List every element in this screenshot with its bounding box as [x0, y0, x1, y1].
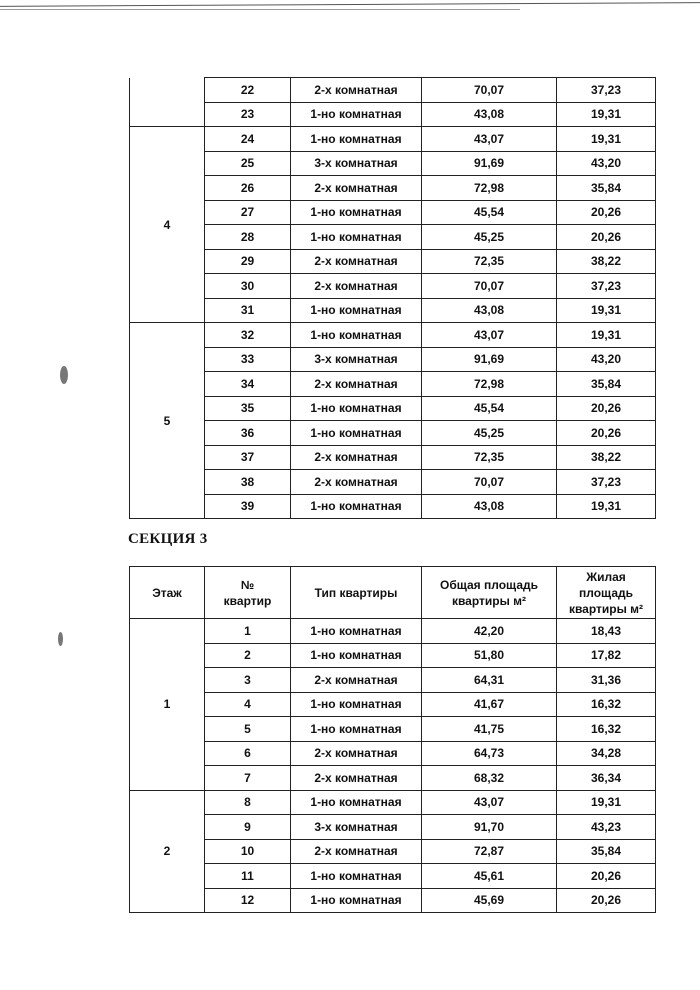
table-row: [130, 766, 656, 791]
living-area-cell: 31,36: [557, 668, 656, 693]
table-row: [130, 470, 656, 495]
floor-cell: 4: [130, 127, 205, 323]
header-living-area: Жилая площадь квартиры м²: [557, 567, 656, 619]
apartment-type-cell: 1-но комнатная: [291, 225, 422, 250]
table-row: [130, 888, 656, 913]
living-area-cell: 20,26: [557, 396, 656, 421]
apartment-number-cell: 22: [205, 78, 291, 103]
punch-hole-mark: [60, 366, 68, 384]
apartment-number-cell: 6: [205, 741, 291, 766]
living-area-cell: 20,26: [557, 888, 656, 913]
total-area-cell: 41,75: [422, 717, 557, 742]
apartment-number-cell: 26: [205, 176, 291, 201]
living-area-cell: 43,23: [557, 815, 656, 840]
scan-edge-line: [0, 2, 700, 7]
total-area-cell: 42,20: [422, 619, 557, 644]
living-area-cell: 19,31: [557, 494, 656, 519]
apartment-number-cell: 32: [205, 323, 291, 348]
apartment-type-cell: 1-но комнатная: [291, 692, 422, 717]
apartment-type-cell: 3-х комнатная: [291, 815, 422, 840]
table-row: [130, 421, 656, 446]
apartment-number-cell: 7: [205, 766, 291, 791]
total-area-cell: 72,87: [422, 839, 557, 864]
table-row: [130, 717, 656, 742]
table-row: [130, 790, 656, 815]
apartment-type-cell: 2-х комнатная: [291, 839, 422, 864]
apartment-number-cell: 9: [205, 815, 291, 840]
living-area-cell: 17,82: [557, 643, 656, 668]
apartment-type-cell: 2-х комнатная: [291, 766, 422, 791]
living-area-cell: 18,43: [557, 619, 656, 644]
living-area-cell: 20,26: [557, 421, 656, 446]
table-row: [130, 692, 656, 717]
apartment-number-cell: 23: [205, 102, 291, 127]
apartment-number-cell: 30: [205, 274, 291, 299]
table-row: [130, 372, 656, 397]
total-area-cell: 70,07: [422, 78, 557, 103]
scan-edge-line: [0, 9, 520, 10]
total-area-cell: 43,07: [422, 127, 557, 152]
total-area-cell: 43,07: [422, 323, 557, 348]
apartment-type-cell: 1-но комнатная: [291, 102, 422, 127]
apartment-number-cell: 39: [205, 494, 291, 519]
living-area-cell: 20,26: [557, 225, 656, 250]
total-area-cell: 43,08: [422, 298, 557, 323]
apartment-number-cell: 11: [205, 864, 291, 889]
apartment-number-cell: 25: [205, 151, 291, 176]
apartment-number-cell: 28: [205, 225, 291, 250]
living-area-cell: 19,31: [557, 102, 656, 127]
table-row: [130, 151, 656, 176]
total-area-cell: 72,35: [422, 249, 557, 274]
apartment-type-cell: 1-но комнатная: [291, 298, 422, 323]
table-row: [130, 396, 656, 421]
total-area-cell: 72,98: [422, 176, 557, 201]
total-area-cell: 43,08: [422, 102, 557, 127]
living-area-cell: 19,31: [557, 298, 656, 323]
apartment-type-cell: 2-х комнатная: [291, 445, 422, 470]
total-area-cell: 43,08: [422, 494, 557, 519]
header-apartment-type: Тип квартиры: [291, 567, 422, 619]
apartment-number-cell: 27: [205, 200, 291, 225]
apartment-number-cell: 35: [205, 396, 291, 421]
apartment-type-cell: 1-но комнатная: [291, 888, 422, 913]
living-area-cell: 35,84: [557, 372, 656, 397]
table-row: [130, 200, 656, 225]
apartment-number-cell: 36: [205, 421, 291, 446]
total-area-cell: 64,73: [422, 741, 557, 766]
apartment-number-cell: 5: [205, 717, 291, 742]
apartment-type-cell: 1-но комнатная: [291, 200, 422, 225]
apartment-number-cell: 12: [205, 888, 291, 913]
total-area-cell: 72,35: [422, 445, 557, 470]
table-row: [130, 78, 656, 103]
apartment-number-cell: 2: [205, 643, 291, 668]
punch-hole-mark: [58, 632, 63, 646]
living-area-cell: 43,20: [557, 151, 656, 176]
living-area-cell: 35,84: [557, 176, 656, 201]
living-area-cell: 19,31: [557, 127, 656, 152]
table-row: [130, 347, 656, 372]
total-area-cell: 91,69: [422, 151, 557, 176]
table-row: [130, 668, 656, 693]
floor-cell: 5: [130, 323, 205, 519]
living-area-cell: 16,32: [557, 692, 656, 717]
apartment-type-cell: 1-но комнатная: [291, 864, 422, 889]
table-row: [130, 176, 656, 201]
floor-cell: 2: [130, 790, 205, 913]
apartment-type-cell: 2-х комнатная: [291, 78, 422, 103]
apartment-number-cell: 37: [205, 445, 291, 470]
living-area-cell: 35,84: [557, 839, 656, 864]
table-row: [130, 619, 656, 644]
total-area-cell: 51,80: [422, 643, 557, 668]
header-floor: Этаж: [130, 567, 205, 619]
table-row: [130, 445, 656, 470]
apartment-type-cell: 1-но комнатная: [291, 323, 422, 348]
apartment-type-cell: 2-х комнатная: [291, 470, 422, 495]
apartment-number-cell: 38: [205, 470, 291, 495]
apartment-number-cell: 29: [205, 249, 291, 274]
apartment-type-cell: 2-х комнатная: [291, 274, 422, 299]
apartment-type-cell: 2-х комнатная: [291, 741, 422, 766]
living-area-cell: 19,31: [557, 790, 656, 815]
apartment-number-cell: 4: [205, 692, 291, 717]
apartment-number-cell: 3: [205, 668, 291, 693]
total-area-cell: 41,67: [422, 692, 557, 717]
apartment-number-cell: 1: [205, 619, 291, 644]
table-row: [130, 298, 656, 323]
apartment-type-cell: 2-х комнатная: [291, 249, 422, 274]
living-area-cell: 38,22: [557, 445, 656, 470]
living-area-cell: 37,23: [557, 274, 656, 299]
living-area-cell: 43,20: [557, 347, 656, 372]
header-apartment-number: № квартир: [205, 567, 291, 619]
table-row: [130, 741, 656, 766]
section-title: СЕКЦИЯ 3: [128, 531, 208, 547]
living-area-cell: 37,23: [557, 78, 656, 103]
apartment-type-cell: 1-но комнатная: [291, 790, 422, 815]
total-area-cell: 91,69: [422, 347, 557, 372]
apartment-type-cell: 2-х комнатная: [291, 668, 422, 693]
header-total-area: Общая площадь квартиры м²: [422, 567, 557, 619]
apartment-type-cell: 3-х комнатная: [291, 151, 422, 176]
apartment-type-cell: 1-но комнатная: [291, 396, 422, 421]
total-area-cell: 70,07: [422, 274, 557, 299]
apartment-number-cell: 31: [205, 298, 291, 323]
living-area-cell: 34,28: [557, 741, 656, 766]
living-area-cell: 16,32: [557, 717, 656, 742]
apartment-type-cell: 3-х комнатная: [291, 347, 422, 372]
apartment-number-cell: 34: [205, 372, 291, 397]
living-area-cell: 20,26: [557, 864, 656, 889]
apartment-number-cell: 24: [205, 127, 291, 152]
table-row: [130, 274, 656, 299]
total-area-cell: 45,54: [422, 200, 557, 225]
table-row: [130, 323, 656, 348]
apartment-number-cell: 33: [205, 347, 291, 372]
total-area-cell: 70,07: [422, 470, 557, 495]
header-row: [130, 567, 656, 619]
table-row: [130, 127, 656, 152]
total-area-cell: 45,25: [422, 225, 557, 250]
table-row: [130, 815, 656, 840]
total-area-cell: 68,32: [422, 766, 557, 791]
living-area-cell: 37,23: [557, 470, 656, 495]
table-row: [130, 102, 656, 127]
table-row: [130, 494, 656, 519]
apartment-number-cell: 10: [205, 839, 291, 864]
apartment-type-cell: 1-но комнатная: [291, 421, 422, 446]
living-area-cell: 19,31: [557, 323, 656, 348]
total-area-cell: 72,98: [422, 372, 557, 397]
total-area-cell: 45,69: [422, 888, 557, 913]
floor-cell: [130, 78, 205, 127]
table-row: [130, 249, 656, 274]
section-3-apartments-table: [129, 566, 656, 913]
apartment-type-cell: 1-но комнатная: [291, 717, 422, 742]
apartments-table-continued: [129, 77, 656, 519]
total-area-cell: 91,70: [422, 815, 557, 840]
apartment-type-cell: 1-но комнатная: [291, 643, 422, 668]
total-area-cell: 45,54: [422, 396, 557, 421]
floor-cell: 1: [130, 619, 205, 791]
apartment-number-cell: 8: [205, 790, 291, 815]
living-area-cell: 36,34: [557, 766, 656, 791]
apartment-type-cell: 1-но комнатная: [291, 619, 422, 644]
table-row: [130, 839, 656, 864]
living-area-cell: 20,26: [557, 200, 656, 225]
total-area-cell: 45,25: [422, 421, 557, 446]
apartment-type-cell: 2-х комнатная: [291, 372, 422, 397]
apartment-type-cell: 2-х комнатная: [291, 176, 422, 201]
living-area-cell: 38,22: [557, 249, 656, 274]
apartment-type-cell: 1-но комнатная: [291, 494, 422, 519]
table-row: [130, 643, 656, 668]
total-area-cell: 64,31: [422, 668, 557, 693]
apartment-type-cell: 1-но комнатная: [291, 127, 422, 152]
table-row: [130, 864, 656, 889]
total-area-cell: 43,07: [422, 790, 557, 815]
total-area-cell: 45,61: [422, 864, 557, 889]
table-row: [130, 225, 656, 250]
